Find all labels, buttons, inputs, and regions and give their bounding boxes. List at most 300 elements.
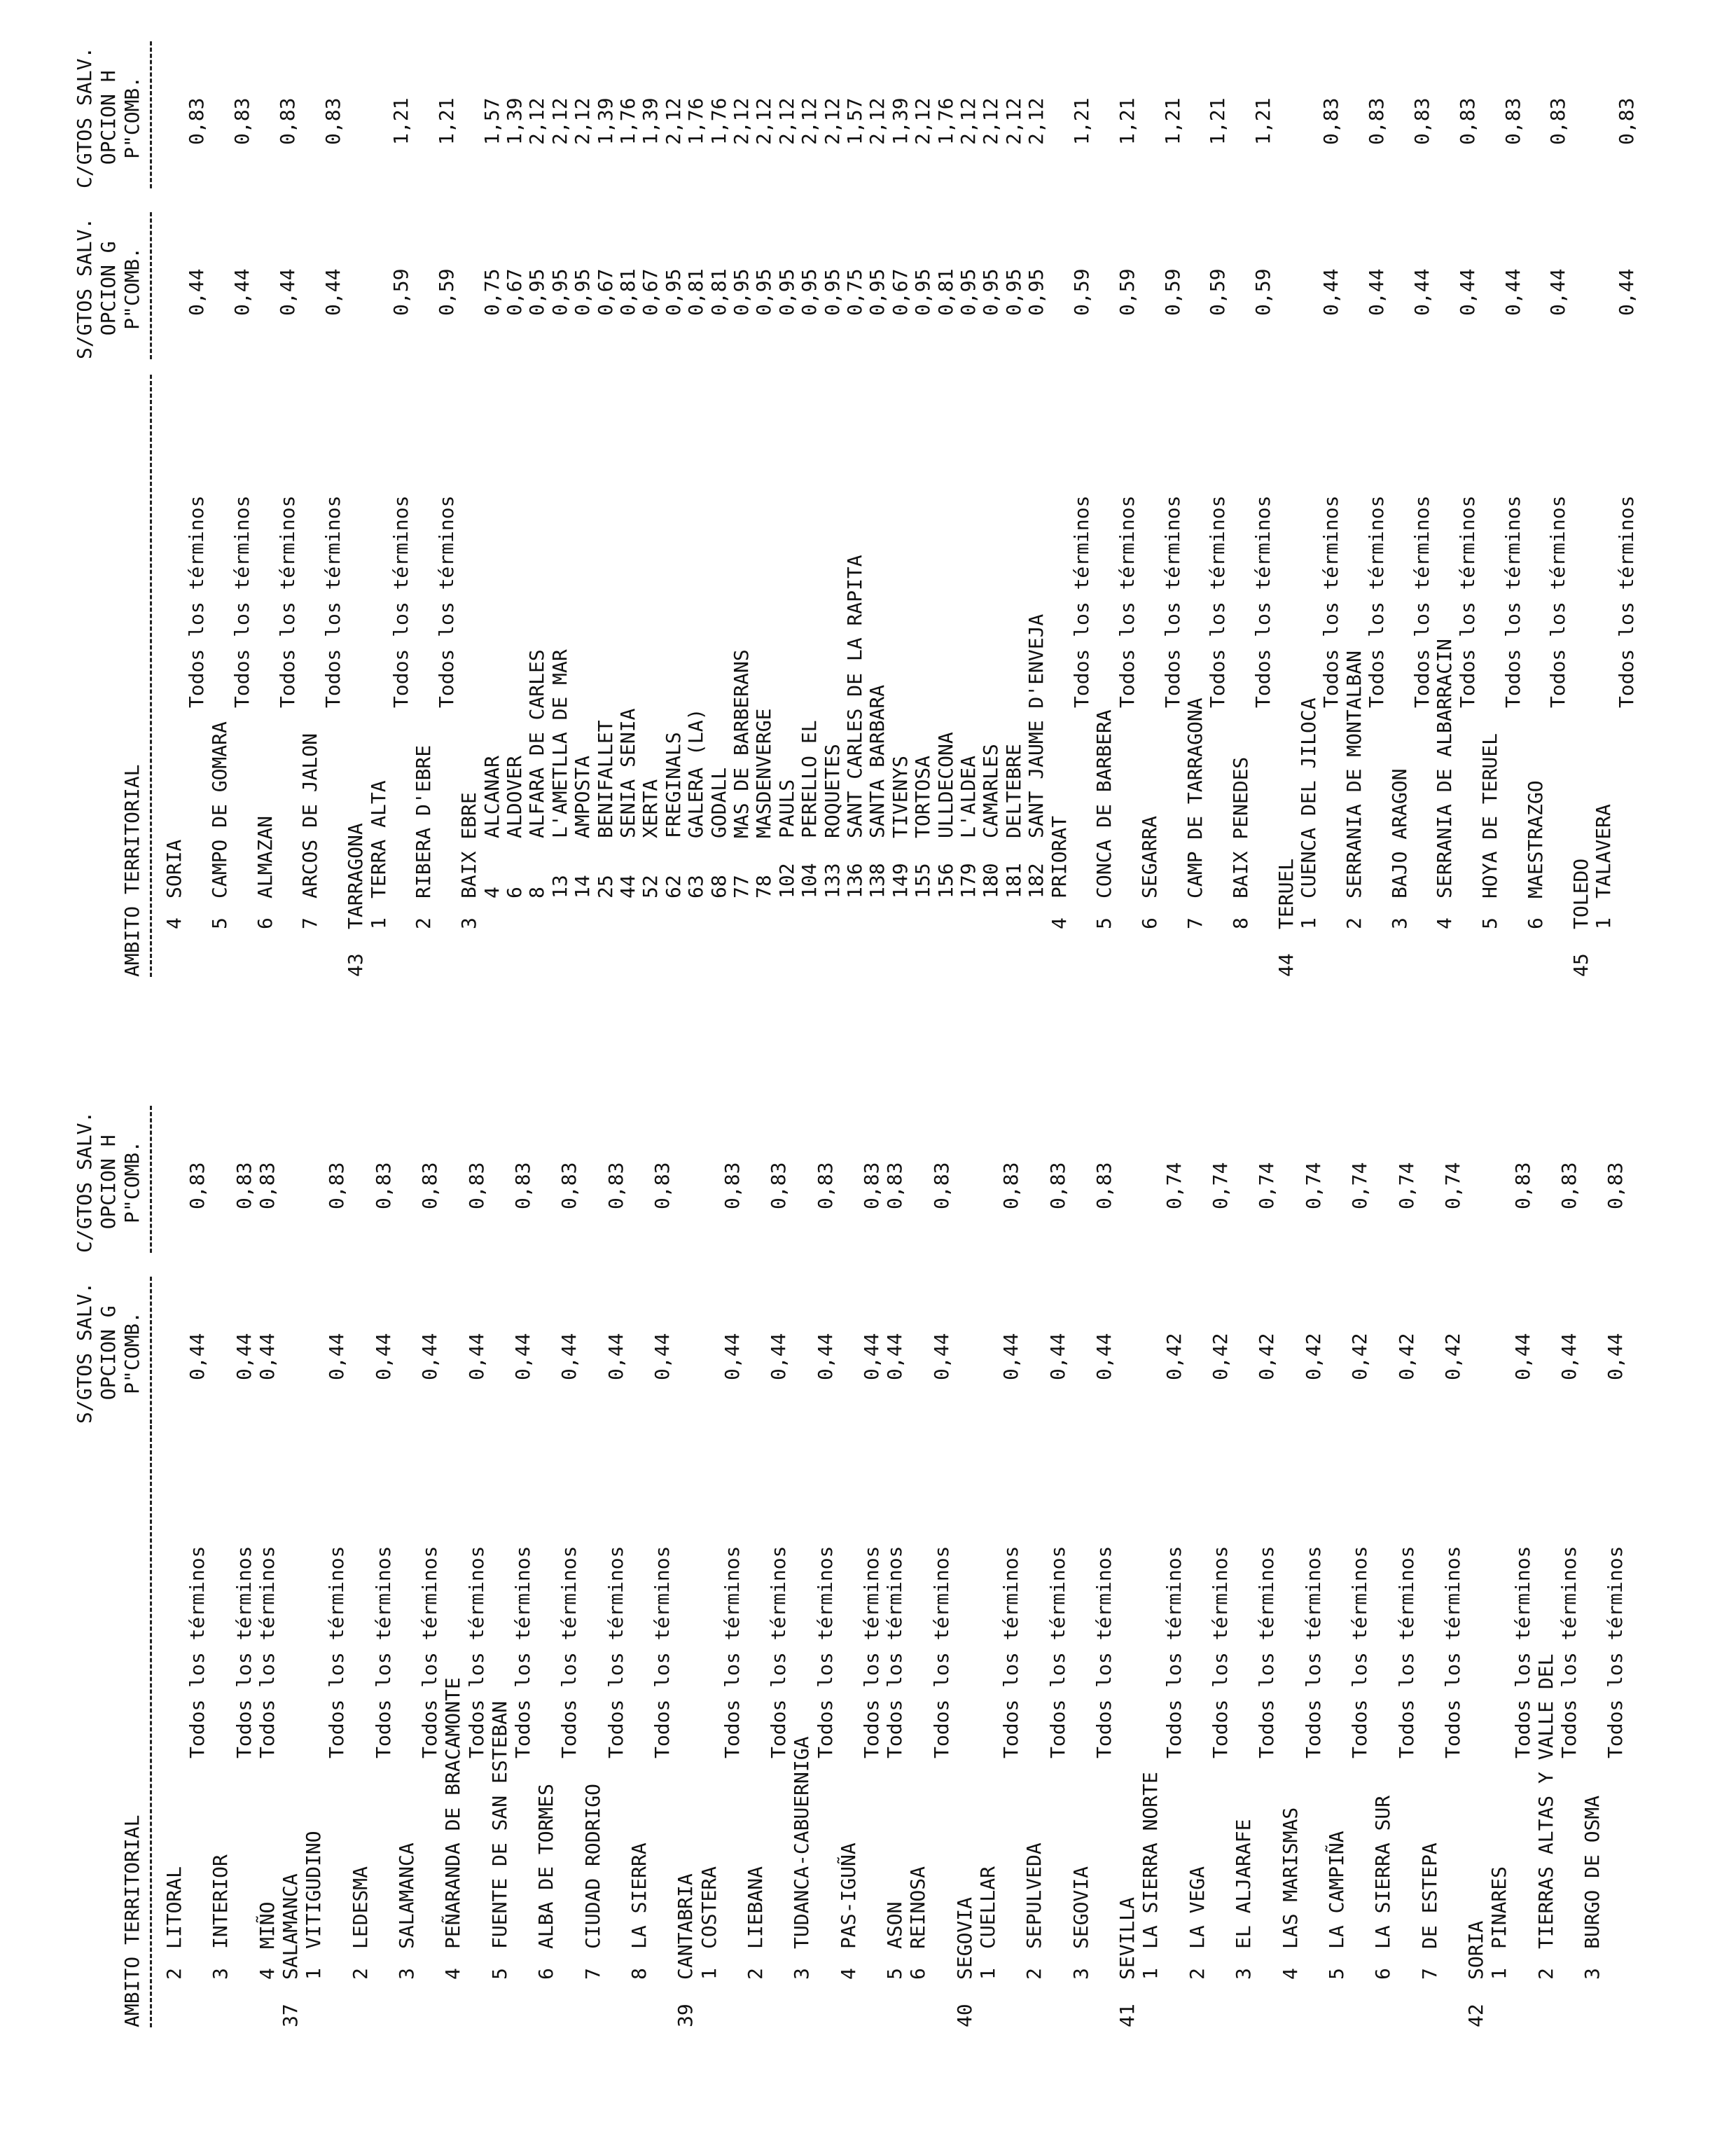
comarca-name: MAESTRAZGO [1524,780,1547,898]
comarca-name: REINOSA [906,1866,930,1949]
table-row [775,97,799,2131]
value-opcion-g: 0,44 [418,1333,442,1380]
value-opcion-g: 0,95 [957,268,980,316]
table-row [1206,97,1230,2131]
header-opcion-h [73,1111,144,1253]
comarca-code: 5 [207,917,231,929]
table-row [1592,804,1616,2131]
province-code: 41 [1116,2004,1139,2027]
value-opcion-g: 0,59 [1251,268,1275,316]
value-opcion-h: 0,83 [371,1162,395,1209]
comarca-code: 2 [744,1968,767,1980]
table-row [684,97,708,2131]
value-opcion-h: 0,83 [185,97,209,145]
province-name: SORIA [1464,1920,1488,1980]
value-opcion-h: 0,74 [1255,1162,1279,1209]
value-opcion-g: 0,44 [1614,268,1638,316]
header-dashed-rule [150,375,152,977]
terms-label: Todos los términos [651,1546,674,1758]
municipio-code: 180 [979,863,1003,898]
value-opcion-g: 0,59 [389,268,412,316]
value-opcion-g: 0,44 [185,268,209,316]
terms-label: Todos los términos [1046,1546,1069,1758]
value-opcion-g: 0,44 [767,1333,791,1380]
value-opcion-g: 0,95 [798,268,821,316]
value-opcion-h: 0,83 [720,1162,744,1209]
value-opcion-h: 0,83 [929,1162,953,1209]
table-row [593,97,618,2131]
comarca-name: DE ESTEPA [1417,1842,1441,1949]
value-opcion-g: 0,95 [866,268,889,316]
municipio-name: GALERA (LA) [684,708,708,838]
table-row [707,97,731,2131]
value-opcion-g: 0,95 [571,268,595,316]
table-row [571,97,595,2131]
comarca-code: 2 [412,917,436,929]
value-opcion-g: 0,95 [752,268,776,316]
terms-label: Todos los términos [1410,495,1433,708]
comarca-code: 1 [1139,1968,1162,1980]
province-code: 40 [952,2004,976,2027]
comarca-code: 6 [1524,917,1547,929]
table-row [730,97,754,2131]
municipio-code: 13 [548,875,571,898]
province-name: CANTABRIA [674,1873,697,1980]
comarca-name: BAJO ARAGON [1387,768,1411,898]
value-opcion-h: 0,83 [1455,97,1479,145]
value-opcion-g: 0,44 [929,1333,953,1380]
value-opcion-h: 0,83 [255,1162,279,1209]
municipio-name: MAS DE BARBERANS [730,649,753,838]
table-row [230,97,254,2131]
comarca-name: SEGOVIA [1069,1866,1092,1949]
comarca-name: PEÑARANDA DE BRACAMONTE [441,1677,465,1949]
municipio-code: 78 [752,875,776,898]
header-opcion-h-line: P"COMB. [120,1140,144,1223]
value-opcion-g: 0,44 [1557,1333,1581,1380]
table-row [1342,650,1366,2131]
municipio-name: ALDOVER [503,755,526,838]
table-row [298,733,322,2131]
province-name: TOLEDO [1569,858,1592,929]
terms-label: Todos los términos [1251,495,1275,708]
value-opcion-h: 0,83 [883,1162,907,1209]
municipio-code: 68 [707,875,730,898]
table-row [616,97,640,2131]
municipio-code: 181 [1001,863,1025,898]
municipio-code: 155 [911,863,935,898]
comarca-code: 6 [1371,1968,1395,1980]
value-opcion-h: 0,83 [418,1162,442,1209]
comarca-code: 5 [883,1968,907,1980]
province-name: SEVILLA [1116,1896,1139,1980]
table-row [1455,97,1480,2131]
value-opcion-h: 2,12 [957,97,980,145]
value-opcion-g: 0,59 [1115,268,1139,316]
value-opcion-g: 0,44 [186,1333,209,1380]
terms-label: Todos los términos [1441,1546,1464,1758]
value-opcion-h: 0,83 [230,97,254,145]
comarca-name: LA SIERRA [627,1842,651,1949]
municipio-name: SANT JAUME D'ENVEJA [1025,613,1048,838]
value-opcion-g: 0,44 [1046,1333,1069,1380]
comarca-name: CAMP DE TARRAGONA [1183,697,1207,898]
header-opcion-g-line: S/GTOS SALV. [73,217,96,359]
table-row [1025,97,1048,2131]
comarca-name: PRIORAT [1047,815,1071,898]
comarca-name: SERRANIA DE ALBARRACIN [1433,639,1457,898]
value-opcion-h: 0,74 [1209,1162,1232,1209]
terms-label: Todos los términos [999,1546,1023,1758]
comarca-code: 5 [1478,917,1502,929]
value-opcion-h: 0,83 [813,1162,837,1209]
comarca-code: 6 [906,1968,930,1980]
municipio-name: AMPOSTA [571,755,595,838]
terms-label: Todos los términos [276,495,299,708]
comarca-name: CAMPO DE GOMARA [207,721,231,898]
municipio-name: ALCANAR [480,755,504,838]
value-opcion-g: 0,44 [813,1333,837,1380]
value-opcion-g: 0,44 [325,1333,349,1380]
comarca-name: BAIX EBRE [457,792,481,898]
table-row [752,97,776,2131]
table-row [480,97,504,2131]
municipio-name: TORTOSA [911,755,935,838]
table-row [344,823,368,2131]
terms-label: Todos los términos [325,1546,349,1758]
table-row [1251,97,1275,2131]
value-opcion-h: 0,83 [860,1162,883,1209]
value-opcion-h: 2,12 [525,97,549,145]
terms-label: Todos los términos [883,1546,907,1758]
value-opcion-g: 0,44 [1092,1333,1116,1380]
table-row [412,744,436,2131]
value-opcion-g: 0,67 [593,268,617,316]
table-row [798,97,821,2131]
header-opcion-h-line: OPCION H [97,1134,120,1230]
value-opcion-g: 0,42 [1394,1333,1418,1380]
comarca-code: 5 [1092,917,1116,929]
table-row [1387,768,1412,2131]
table-row [820,97,845,2131]
terms-label: Todos los términos [232,1546,256,1758]
header-ambito: AMBITO TERRITORIAL [120,1814,144,2027]
terms-label: Todos los términos [1604,1546,1627,1758]
value-opcion-g: 0,42 [1209,1333,1232,1380]
value-opcion-g: 0,75 [843,268,866,316]
table-row [888,97,912,2131]
comarca-code: 1 [366,917,390,929]
value-opcion-g: 0,59 [1160,268,1184,316]
comarca-name: CUENCA DEL JILOCA [1297,697,1320,898]
province-name: TERUEL [1274,858,1298,929]
header-dashed-rule [150,1277,152,1424]
comarca-name: LA VEGA [1185,1866,1209,1949]
value-opcion-h: 1,76 [933,97,957,145]
value-opcion-g: 0,44 [1410,268,1433,316]
municipio-code: 25 [593,875,617,898]
table-row [979,97,1003,2131]
terms-label: Todos los términos [255,1546,279,1758]
table-row [1001,97,1026,2131]
value-opcion-g: 0,95 [979,268,1003,316]
comarca-code: 3 [1069,1968,1092,1980]
header-opcion-g [73,1282,144,1424]
value-opcion-g: 0,75 [480,268,504,316]
table-row [639,97,662,2131]
municipio-name: BENIFALLET [593,720,617,838]
comarca-code: 3 [457,917,481,929]
terms-label: Todos los términos [1614,495,1638,708]
municipio-code: 136 [843,863,866,898]
municipio-name: SANT CARLES DE LA RAPITA [843,555,866,838]
comarca-code: 2 [1342,917,1366,929]
table-row [1478,733,1502,2131]
municipio-name: ROQUETES [820,744,844,838]
terms-label: Todos los términos [557,1546,581,1758]
value-opcion-g: 0,44 [1511,1333,1534,1380]
comarca-code: 5 [487,1968,511,1980]
comarca-code: 2 [162,1968,186,1980]
comarca-code: 7 [581,1968,604,1980]
value-opcion-g: 0,95 [548,268,571,316]
comarca-code: 1 [1297,917,1320,929]
municipio-code: 77 [730,875,753,898]
municipio-code: 8 [525,887,549,898]
comarca-name: LAS MARISMAS [1278,1807,1302,1949]
terms-label: Todos los términos [1209,1546,1232,1758]
header-opcion-g-line: OPCION G [97,241,120,336]
table-row [1546,97,1570,2131]
table-row [366,780,391,2131]
comarca-name: TUDANCA-CABUERNIGA [790,1736,814,1949]
value-opcion-g: 0,95 [775,268,798,316]
comarca-name: BURGO DE OSMA [1581,1795,1604,1949]
value-opcion-g: 0,67 [503,268,526,316]
table-row [548,97,572,2131]
value-opcion-h: 0,74 [1441,1162,1464,1209]
municipio-code: 6 [503,887,526,898]
value-opcion-h: 1,21 [1160,97,1184,145]
municipio-name: MASDENVERGE [752,708,776,838]
value-opcion-h: 1,21 [1115,97,1139,145]
province-code: 43 [344,953,368,977]
comarca-code: 6 [534,1968,558,1980]
value-opcion-h: 1,39 [503,97,526,145]
value-opcion-g: 0,95 [661,268,685,316]
value-opcion-h: 0,83 [1319,97,1343,145]
comarca-name: BAIX PENEDES [1228,756,1252,898]
header-opcion-h-line: P"COMB. [120,76,144,159]
value-opcion-h: 2,12 [866,97,889,145]
value-opcion-g: 0,95 [820,268,844,316]
value-opcion-h: 1,39 [593,97,617,145]
value-opcion-h: 0,83 [1511,1162,1534,1209]
value-opcion-h: 1,39 [639,97,662,145]
comarca-code: 2 [348,1968,372,1980]
value-opcion-g: 0,81 [616,268,639,316]
table-row [957,97,980,2131]
comarca-code: 4 [836,1968,860,1980]
municipio-name: ALFARA DE CARLES [525,649,549,838]
comarca-code: 3 [1387,917,1411,929]
table-row [1365,97,1389,2131]
value-opcion-g: 0,44 [1604,1333,1627,1380]
comarca-name: PAS-IGUÑA [836,1842,860,1949]
value-opcion-h: 2,12 [911,97,935,145]
comarca-code: 2 [1022,1968,1046,1980]
comarca-code: 4 [255,1968,279,1980]
table-row [1183,697,1207,2131]
terms-label: Todos los términos [389,495,412,708]
terms-label: Todos los términos [230,495,254,708]
table-row [1614,97,1639,2131]
comarca-code: 4 [1278,1968,1302,1980]
comarca-name: TIERRAS ALTAS Y VALLE DEL [1534,1653,1557,1949]
value-opcion-h: 0,83 [511,1162,534,1209]
table-row [1501,97,1525,2131]
comarca-name: LA SIERRA SUR [1371,1795,1395,1949]
value-opcion-h: 0,74 [1394,1162,1418,1209]
municipio-name: TIVENYS [888,755,912,838]
value-opcion-g: 0,59 [1070,268,1093,316]
value-opcion-h: 0,83 [276,97,299,145]
value-opcion-h: 0,74 [1348,1162,1372,1209]
value-opcion-g: 0,44 [464,1333,488,1380]
table-row [1160,97,1185,2131]
municipio-code: 179 [957,863,980,898]
value-opcion-h: 0,83 [1546,97,1570,145]
municipio-code: 104 [798,863,821,898]
terms-label: Todos los términos [813,1546,837,1758]
value-opcion-g: 0,44 [1455,268,1479,316]
header-opcion-g-line: P"COMB. [120,247,144,330]
comarca-name: ASON [883,1901,907,1949]
comarca-name: INTERIOR [209,1854,232,1949]
comarca-code: 1 [1592,917,1616,929]
terms-label: Todos los términos [321,495,345,708]
value-opcion-h: 1,21 [1251,97,1275,145]
table-row [1228,756,1253,2131]
terms-label: Todos los términos [1394,1546,1418,1758]
table-row [843,97,867,2131]
value-opcion-h: 2,12 [548,97,571,145]
municipio-name: DELTEBRE [1001,744,1025,838]
municipio-name: SANTA BARBARA [866,684,889,838]
value-opcion-g: 0,44 [860,1333,883,1380]
municipio-name: CAMARLES [979,744,1003,838]
value-opcion-g: 0,44 [883,1333,907,1380]
comarca-code: 3 [1581,1968,1604,1980]
table-row [434,97,459,2131]
terms-label: Todos los términos [1092,1546,1116,1758]
value-opcion-h: 1,76 [684,97,708,145]
terms-label: Todos los términos [186,1546,209,1758]
value-opcion-g: 0,44 [1319,268,1343,316]
value-opcion-g: 0,44 [230,268,254,316]
value-opcion-g: 0,44 [276,268,299,316]
terms-label: Todos los términos [1348,1546,1372,1758]
value-opcion-g: 0,44 [720,1333,744,1380]
comarca-code: 3 [790,1968,814,1980]
header-ambito: AMBITO TERRITORIAL [120,764,144,977]
province-code: 42 [1464,2004,1488,2027]
comarca-name: FUENTE DE SAN ESTEBAN [487,1700,511,1949]
comarca-name: CONCA DE BARBERA [1092,709,1116,898]
comarca-code: 7 [1183,917,1207,929]
value-opcion-g: 0,44 [1501,268,1525,316]
table-row [525,97,549,2131]
table-row [503,97,527,2131]
value-opcion-h: 2,12 [1001,97,1025,145]
table-row [207,721,232,2131]
terms-label: Todos los términos [1070,495,1093,708]
comarca-code: 5 [1325,1968,1348,1980]
value-opcion-h: 2,12 [979,97,1003,145]
municipio-code: 14 [571,875,595,898]
header-dashed-rule [150,1106,152,1253]
table-row [1092,709,1116,2131]
terms-label: Todos los términos [1501,495,1525,708]
table-row [661,97,686,2131]
province-name: SALAMANCA [279,1873,302,1980]
table-row [1319,97,1343,2131]
value-opcion-g: 0,42 [1255,1333,1279,1380]
province-name: SEGOVIA [952,1896,976,1980]
header-opcion-g-line: OPCION G [97,1305,120,1401]
comarca-name: RIBERA D'EBRE [412,744,436,898]
value-opcion-g: 0,95 [911,268,935,316]
comarca-name: TERRA ALTA [366,780,390,898]
comarca-name: SEPULVEDA [1022,1842,1046,1949]
comarca-name: EL ALJARAFE [1232,1819,1256,1949]
comarca-code: 7 [1417,1968,1441,1980]
value-opcion-g: 0,44 [1546,268,1570,316]
table-row [389,97,413,2131]
value-opcion-g: 0,42 [1162,1333,1186,1380]
value-opcion-g: 0,95 [1001,268,1025,316]
table-row [162,839,186,2131]
comarca-name: MIÑO [255,1901,279,1949]
terms-label: Todos los términos [929,1546,953,1758]
table-row [1047,815,1071,2131]
comarca-code: 4 [441,1968,465,1980]
value-opcion-h: 0,83 [557,1162,581,1209]
value-opcion-h: 0,83 [1501,97,1525,145]
table-row [1410,97,1434,2131]
table-row [933,97,958,2131]
header-opcion-h-line: OPCION H [97,70,120,165]
comarca-code: 1 [697,1968,721,1980]
terms-label: Todos los términos [767,1546,791,1758]
table-row [1138,815,1162,2131]
value-opcion-h: 0,83 [186,1162,209,1209]
comarca-code: 6 [1138,917,1162,929]
terms-label: Todos los términos [185,495,209,708]
table-row [866,97,889,2131]
municipio-code: 156 [933,863,957,898]
municipio-code: 149 [888,863,912,898]
value-opcion-h: 1,21 [434,97,458,145]
comarca-code: 8 [627,1968,651,1980]
province-code: 45 [1569,953,1592,977]
value-opcion-g: 0,42 [1301,1333,1325,1380]
value-opcion-h: 1,76 [616,97,639,145]
municipio-name: ULLDECONA [933,732,957,838]
comarca-code: 4 [1047,917,1071,929]
comarca-name: HOYA DE TERUEL [1478,733,1502,898]
value-opcion-g: 0,67 [639,268,662,316]
